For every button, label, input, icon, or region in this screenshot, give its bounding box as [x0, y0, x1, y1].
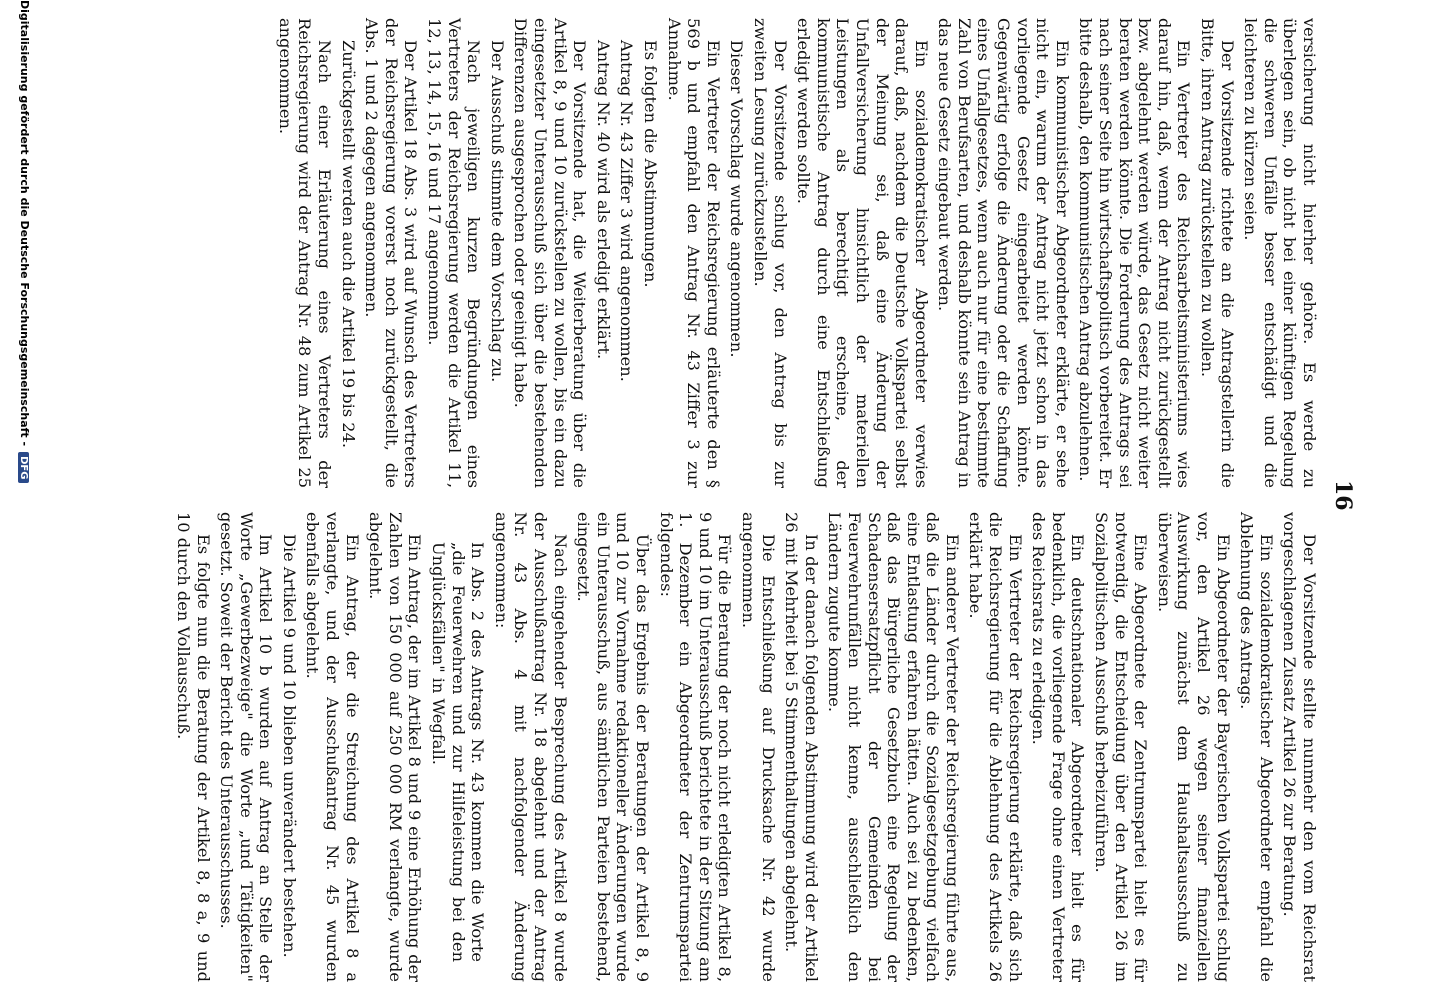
paragraph: In der danach folgenden Abstimmung wird der Artikel 26 mit Mehrheit bei 5 Stimmenthaltungen abgelehnt.	[782, 512, 821, 982]
paragraph: Ein sozialdemokratischer Abgeordneter empfahl die Ablehnung des Antrags.	[1237, 512, 1276, 982]
digitization-credit	[18, 0, 31, 483]
paragraph: Die Artikel 9 und 10 blieben unverändert bestehen.	[279, 534, 299, 958]
paragraph: Ein sozialdemokratischer Abgeordneter verwies darauf, daß, nachdem die Deutsche Volkspartei selbst der Meinung sei, daß eine Änderung der Unfallversicherung hinsichtlich der materiellen Leistungen als berechtigt erscheine, der kommunistische Antrag durch eine Entschließung erledigt werden sollte.	[794, 18, 931, 488]
paragraph: Ein deutschnationaler Abgeordneter hielt es für bedenklich, die vorliegende Frage ohne einen Vertreter des Reichsrats zu erledigen.	[1029, 512, 1088, 982]
paragraph: Im Artikel 10 b wurden auf Antrag an Stelle der Worte „Gewerbezweige" die Worte „und Tätigkeiten" gesetzt. Soweit der Bericht des Unterausschusses.	[217, 512, 276, 982]
paragraph: Nach eingehender Besprechung des Artikel 8 wurde der Ausschußantrag Nr. 18 abgelehnt und der Antrag Nr. 43 Abs. 4 mit nachfolgender Änderung angenommen:	[491, 512, 570, 982]
paragraph: Der Vorsitzende richtete an die Antragstellerin die Bitte, ihren Antrag zurückstellen zu wollen.	[1198, 18, 1237, 488]
text-column-left	[271, 18, 1319, 488]
paragraph: Ein Vertreter der Reichsregierung erläuterte den § 569 b und empfahl den Antrag Nr. 43 Ziffer 3 zur Annahme.	[664, 18, 723, 488]
paragraph: Für die Beratung der noch nicht erledigten Artikel 8, 9 und 10 im Unterausschuß berichtete in der Sitzung am 1. Dezember ein Abgeordneter der Zentrumspartei folgendes:	[656, 512, 735, 982]
paragraph: Ein kommunistischer Abgeordneter erklärte, er sehe nicht ein, warum der Antrag nicht jetzt schon in das vorliegende Gesetz eingearbeitet werden könnte. Gegenwärtig erfolge die Änderung oder die Schaffung eines Unfallgesetzes, wenn auch nur für eine bestimmte Zahl von Berufsarten, und deshalb könnte sein Antrag in das neue Gesetz eingebaut werden.	[935, 18, 1072, 488]
paragraph: Dieser Vorschlag wurde angenommen.	[727, 40, 747, 358]
paragraph: Der Vorsitzende hat, die Weiterberatung über die Artikel 8, 9 und 10 zurückstellen zu wollen, bis ein dazu eingesetzter Unterausschuß sich über die bestehenden Differenzen ausgesprochen oder geeinigt habe.	[511, 18, 590, 488]
dfg-logo: DFG	[19, 452, 30, 483]
text-column-right	[169, 512, 1319, 982]
paragraph: Antrag Nr. 40 wird als erledigt erklärt.	[593, 40, 613, 360]
paragraph: Nach jeweiligen kurzen Begründungen eines Vertreters der Reichsregierung werden die Artikel 11, 12, 13, 14, 15, 16 und 17 angenommen.	[425, 18, 484, 488]
paragraph: Zurückgestellt werden auch die Artikel 19 bis 24.	[338, 40, 358, 449]
paragraph: Der Artikel 18 Abs. 3 wird auf Wunsch des Vertreters der Reichsregierung vorerst noch zurückgestellt, die Abs. 1 und 2 dagegen angenommen.	[362, 18, 421, 488]
paragraph: Über das Ergebnis der Beratungen der Artikel 8, 9 und 10 zur Vornahme redaktioneller Änderungen wurde ein Unterausschuß, aus sämtlichen Parteien bestehend, eingesetzt.	[574, 512, 652, 982]
paragraph: versicherung nicht hierher gehöre. Es werde zu überlegen sein, ob nicht bei einer künftigen Regelung die schweren Unfälle besser entschädigt und die leichteren zu kürzen seien.	[1241, 18, 1319, 488]
paragraph: Es folgte nun die Beratung der Artikel 8, 8 a, 9 und 10 durch den Vollausschuß.	[173, 512, 213, 982]
paragraph: Es folgten die Abstimmungen.	[641, 40, 660, 288]
paragraph: Nach einer Erläuterung eines Vertreters der Reichsregierung wird der Antrag Nr. 48 zum Artikel 25 angenommen.	[275, 18, 335, 488]
paragraph: Eine Abgeordnete der Zentrumspartei hielt es für notwendig, die Entscheidung über den Artikel 26 im Sozialpolitischen Ausschuß herbeizuführen.	[1092, 512, 1151, 982]
paragraph: Antrag Nr. 43 Ziffer 3 wird angenommen.	[617, 40, 637, 382]
quoted-amendment: In Abs. 2 des Antrags Nr. 43 kommen die Worte „die Feuerwehren und zur Hilfeleistung bei den Unglücksfällen" in Wegfall.	[429, 542, 488, 962]
paragraph: Ein Antrag, der im Artikel 8 und 9 eine Erhöhung der Zahlen von 150 000 auf 250 000 RM verlangte, wurde abgelehnt.	[366, 512, 425, 982]
page-number: 16	[1330, 480, 1356, 511]
credit-text: Digitalisierung gefördert durch die Deutsche Forschungsgemeinschaft -	[18, 0, 31, 447]
paragraph: Der Ausschuß stimmte dem Vorschlag zu.	[487, 40, 507, 383]
paragraph: Ein Vertreter des Reichsarbeitsministeriums wies darauf hin, daß, wenn der Antrag nicht zurückgestellt bzw. abgelehnt werden würde, das Gesetz nicht weiter beraten werden könnte. Die Forderung des Antrags sei nach seiner Seite hin wirtschaftspolitisch vorbereitet. Er bitte deshalb, den kommunistischen Antrag abzulehnen.	[1076, 18, 1194, 488]
paragraph: Der Vorsitzende schlug vor, den Antrag bis zur zweiten Lesung zurückzustellen.	[750, 18, 790, 488]
paragraph: Ein Vertreter der Reichsregierung erklärte, daß sich die Reichsregierung für die Ablehnung des Artikels 26 erklärt habe.	[966, 512, 1025, 982]
paragraph: Die Entschließung auf Drucksache Nr. 42 wurde angenommen.	[738, 512, 778, 982]
paragraph: Ein Abgeordneter der Bayerischen Volkspartei schlug vor, den Artikel 26 wegen seiner finanziellen Auswirkung zunächst dem Haushaltsausschuß zu überweisen.	[1154, 512, 1233, 982]
paragraph: Der Vorsitzende stellte nunmehr den vom Reichsrat vorgeschlagenen Zusatz Artikel 26 zur Beratung.	[1280, 512, 1319, 982]
paragraph: Ein Antrag, der die Streichung des Artikel 8 a verlangte, und der Ausschußantrag Nr. 45 wurden ebenfalls abgelehnt.	[303, 512, 362, 982]
paragraph: Ein anderer Vertreter der Reichsregierung führte aus, daß die Länder durch die Sozialgesetzgebung vielfach eine Entlastung erfahren hätten. Auch sei zu bedenken, daß das Bürgerliche Gesetzbuch eine Regelung der Schadensersatzpflicht der Gemeinden bei Feuerwehrunfällen nicht kenne, ausschließlich den Ländern zugute komme.	[825, 512, 962, 982]
